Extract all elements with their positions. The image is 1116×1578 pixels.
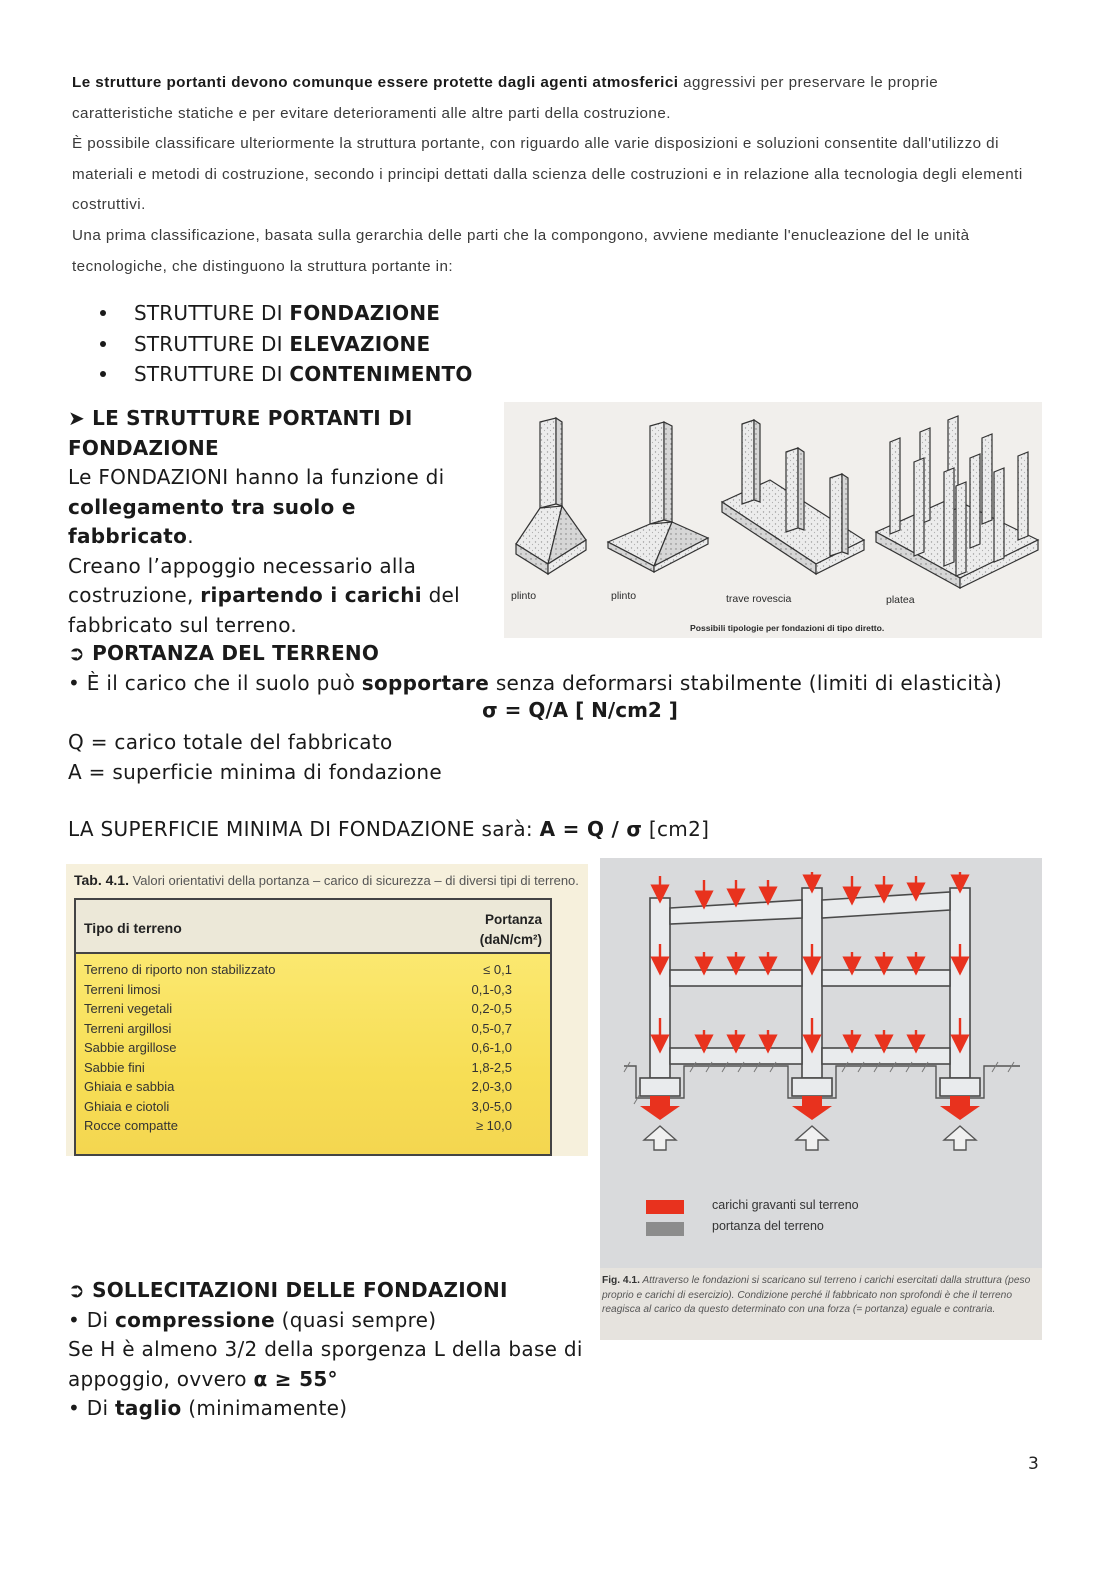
paragraph-line: Creano l’appoggio necessario alla (68, 553, 417, 578)
min-surface-formula: LA SUPERFICIE MINIMA DI FONDAZIONE sarà: A = Q / σ [cm2] (68, 817, 710, 841)
section-heading: ➲ PORTANZA DEL TERRENO (68, 641, 380, 665)
paragraph-line: • È il carico che il suolo può sopportare senza deformarsi stabilmente (limiti di elasticità) (68, 670, 1003, 695)
paragraph-line: • Di taglio (minimamente) (68, 1396, 348, 1420)
trave-rovescia-drawing (722, 420, 864, 574)
plinto-1-drawing (516, 418, 586, 574)
figure-label: plinto (611, 590, 637, 602)
column-header-soil: Tipo di terreno (84, 920, 182, 936)
bullet-icon (100, 310, 106, 316)
paragraph-line: fabbricato sul terreno. (68, 612, 298, 637)
table-header (76, 900, 550, 954)
definitions (68, 728, 668, 787)
table-row: Ghiaia e sabbia 2,0-3,0 (84, 1079, 512, 1094)
bullet-icon (100, 371, 106, 377)
formula-sigma: σ = Q/A [ N/cm2 ] (482, 698, 678, 722)
figure-caption: Possibili tipologie per fondazioni di tipo diretto. (690, 623, 885, 633)
paragraph-line: costruzione, ripartendo i carichi del (68, 583, 461, 607)
load-diagram-figure (600, 858, 1042, 1340)
structure-types-list (100, 298, 600, 390)
paragraph-line: appoggio, ovvero α ≥ 55° (68, 1366, 338, 1391)
table-row: Terreni vegetali 0,2-0,5 (84, 1001, 512, 1016)
paragraph-line: Le FONDAZIONI hanno la funzione di (68, 465, 445, 489)
portanza-section (68, 639, 1058, 698)
table-row: Terreni limosi 0,1-0,3 (84, 981, 512, 997)
table-title: Tab. 4.1. Valori orientativi della portanza – carico di sicurezza – di diversi tipi di terreno. (74, 872, 579, 888)
plinto-2-drawing (608, 422, 708, 572)
column-header-capacity: Portanza (daN/cm²) (479, 912, 542, 947)
intro-text (72, 68, 1042, 282)
table-row: Rocce compatte ≥ 10,0 (84, 1118, 512, 1133)
soil-capacity-table (66, 864, 588, 1156)
section-heading: ➤ LE STRUTTURE PORTANTI DI FONDAZIONE (68, 406, 413, 460)
intro-p1: Le strutture portanti devono comunque essere protette dagli agenti atmosferici aggressivi per preservare le proprie caratteristiche statiche e per evitare deterioramenti alle altre parti della costruzione. (72, 74, 939, 122)
bearing-arrows (644, 1126, 976, 1150)
table-body (76, 954, 550, 1154)
table-row: Ghiaia e ciotoli 3,0-5,0 (84, 1098, 512, 1114)
legend-grey-label: portanza del terreno (712, 1219, 824, 1233)
table-row: Terreno di riporto non stabilizzato ≤ 0,1 (84, 962, 512, 977)
arrow-right-icon: ➤ (68, 406, 93, 430)
foundation-types-figure (504, 402, 1042, 638)
definition-q: Q = carico totale del fabbricato (68, 730, 393, 754)
paragraph-line: • Di compressione (quasi sempre) (68, 1307, 437, 1332)
definition-a: A = superficie minima di fondazione (68, 759, 442, 784)
platea-drawing (876, 416, 1038, 588)
figure-label: trave rovescia (726, 593, 792, 605)
table-row: Sabbie argillose 0,6-1,0 (84, 1040, 512, 1055)
table-frame (74, 898, 552, 1156)
foundation-section (68, 404, 488, 640)
soil-load-arrows (640, 1096, 980, 1120)
intro-p2: È possibile classificare ulteriormente la struttura portante, con riguardo alle varie disposizioni e soluzioni consentite dall'utilizzo di materiali e metodi di costruzione, secondo i principi dettati dalla scienza delle costruzioni e in relazione alla tecnologia degli elementi costruttivi. (72, 135, 1023, 214)
paragraph-line: Se H è almeno 3/2 della sporgenza L della base di (68, 1337, 583, 1361)
bullet-icon (100, 341, 106, 347)
legend-red-swatch (646, 1200, 684, 1214)
figure-label: plinto (511, 590, 537, 602)
section-heading: ➲ SOLLECITAZIONI DELLE FONDAZIONI (68, 1278, 508, 1302)
figure-caption: Fig. 4.1. Attraverso le fondazioni si scaricano sul terreno i carichi esercitati dalla struttura (peso proprio e carichi di esercizio). Condizione perché il fabbricato non sprofondi è che il terreno reagisca al carico da questo determinato con una forza (= portanza) eguale e contraria. (600, 1268, 1042, 1340)
table-row: Terreni argillosi 0,5-0,7 (84, 1020, 512, 1036)
table-row: Sabbie fini 1,8-2,5 (84, 1059, 512, 1075)
legend-grey-swatch (646, 1222, 684, 1236)
page-number: 3 (1028, 1454, 1039, 1474)
list-item: STRUTTURE DI ELEVAZIONE (100, 329, 600, 360)
list-item: STRUTTURE DI FONDAZIONE (100, 298, 600, 329)
figure-label: platea (886, 594, 915, 606)
paragraph-line: collegamento tra suolo e fabbricato. (68, 494, 356, 548)
arrow-right-icon: ➲ (68, 641, 93, 665)
stress-section (68, 1276, 588, 1424)
frame-structure (640, 888, 980, 1096)
intro-p3: Una prima classificazione, basata sulla gerarchia delle parti che la compongono, avviene mediante l'enucleazione del le unità tecnologiche, che distinguono la struttura portante in: (72, 226, 970, 275)
list-item: STRUTTURE DI CONTENIMENTO (100, 359, 600, 390)
arrow-right-icon: ➲ (68, 1278, 93, 1302)
legend-red-label: carichi gravanti sul terreno (712, 1198, 859, 1212)
